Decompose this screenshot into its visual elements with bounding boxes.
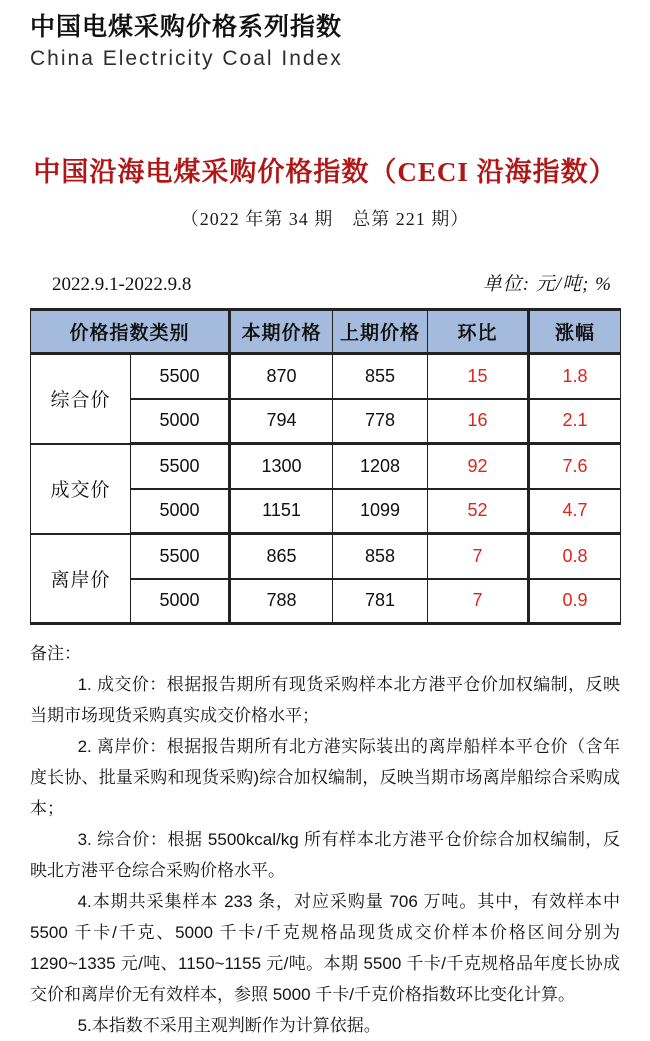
- spec-cell: 5000: [131, 399, 230, 444]
- spec-cell: 5500: [131, 444, 230, 489]
- previous-price-cell: 1099: [333, 489, 428, 534]
- date-range: 2022.9.1-2022.9.8: [52, 274, 192, 295]
- table-row: [31, 354, 621, 399]
- table-header-row: [31, 310, 621, 354]
- current-price-cell: 1300: [230, 444, 333, 489]
- spec-cell: 5000: [131, 489, 230, 534]
- header-change: 环比: [428, 310, 529, 354]
- category-cell: 离岸价: [31, 534, 131, 624]
- change-cell: 92: [428, 444, 529, 489]
- header-previous-price: 上期价格: [333, 310, 428, 354]
- pct-cell: 1.8: [529, 354, 621, 399]
- change-cell: 7: [428, 579, 529, 624]
- spec-cell: 5500: [131, 354, 230, 399]
- notes-label: 备注：: [30, 644, 81, 663]
- change-cell: 7: [428, 534, 529, 579]
- current-price-cell: 794: [230, 399, 333, 444]
- previous-price-cell: 855: [333, 354, 428, 399]
- spec-cell: 5500: [131, 534, 230, 579]
- meta-row: [30, 272, 620, 298]
- header-pct: 涨幅: [529, 310, 621, 354]
- series-title-zh: 中国电煤采购价格系列指数: [30, 13, 343, 41]
- current-price-cell: 865: [230, 534, 333, 579]
- change-cell: 52: [428, 489, 529, 534]
- previous-price-cell: 858: [333, 534, 428, 579]
- note-item-3: 3. 综合价：根据 5500kcal/kg 所有样本北方港平仓价综合加权编制，反映北方港平仓综合采购价格水平。: [30, 830, 620, 880]
- series-title-en: China Electricity Coal Index: [30, 47, 343, 70]
- current-price-cell: 788: [230, 579, 333, 624]
- current-price-cell: 870: [230, 354, 333, 399]
- table-row: [31, 444, 621, 489]
- pct-cell: 7.6: [529, 444, 621, 489]
- issue-line: （2022 年第 34 期 总第 221 期）: [180, 209, 470, 229]
- pct-cell: 2.1: [529, 399, 621, 444]
- notes-section: [30, 638, 620, 1041]
- current-price-cell: 1151: [230, 489, 333, 534]
- category-cell: 成交价: [31, 444, 131, 534]
- price-index-table: [30, 308, 621, 625]
- change-cell: 15: [428, 354, 529, 399]
- pct-cell: 4.7: [529, 489, 621, 534]
- note-item-2: 2. 离岸价：根据报告期所有北方港实际装出的离岸船样本平仓价（含年度长协、批量采购和现货采购)综合加权编制，反映当期市场离岸船综合采购成本；: [30, 737, 620, 818]
- table-row: [31, 534, 621, 579]
- previous-price-cell: 1208: [333, 444, 428, 489]
- spec-cell: 5000: [131, 579, 230, 624]
- previous-price-cell: 781: [333, 579, 428, 624]
- header-current-price: 本期价格: [230, 310, 333, 354]
- unit-label: 单位: 元/吨; %: [482, 274, 612, 295]
- doc-title: 中国沿海电煤采购价格指数（CECI 沿海指数）: [33, 157, 617, 187]
- category-cell: 综合价: [31, 354, 131, 444]
- note-item-1: 1. 成交价：根据报告期所有现货采购样本北方港平仓价加权编制，反映当期市场现货采购真实成交价格水平；: [30, 675, 620, 725]
- pct-cell: 0.9: [529, 579, 621, 624]
- previous-price-cell: 778: [333, 399, 428, 444]
- pct-cell: 0.8: [529, 534, 621, 579]
- change-cell: 16: [428, 399, 529, 444]
- note-item-4: 4.本期共采集样本 233 条，对应采购量 706 万吨。其中，有效样本中 5500 千卡/千克、5000 千卡/千克规格品现货成交价样本价格区间分别为 1290~1335 元/吨、1150~1155 元/吨。本期 5500 千卡/千克规格品年度长协成交价和离岸价无有效样本，参照 5000 千卡/千克价格指数环比变化计算。: [30, 892, 620, 1004]
- note-item-5: 5.本指数不采用主观判断作为计算依据。: [77, 1016, 381, 1035]
- masthead: [30, 10, 620, 74]
- header-category: 价格指数类别: [31, 310, 230, 354]
